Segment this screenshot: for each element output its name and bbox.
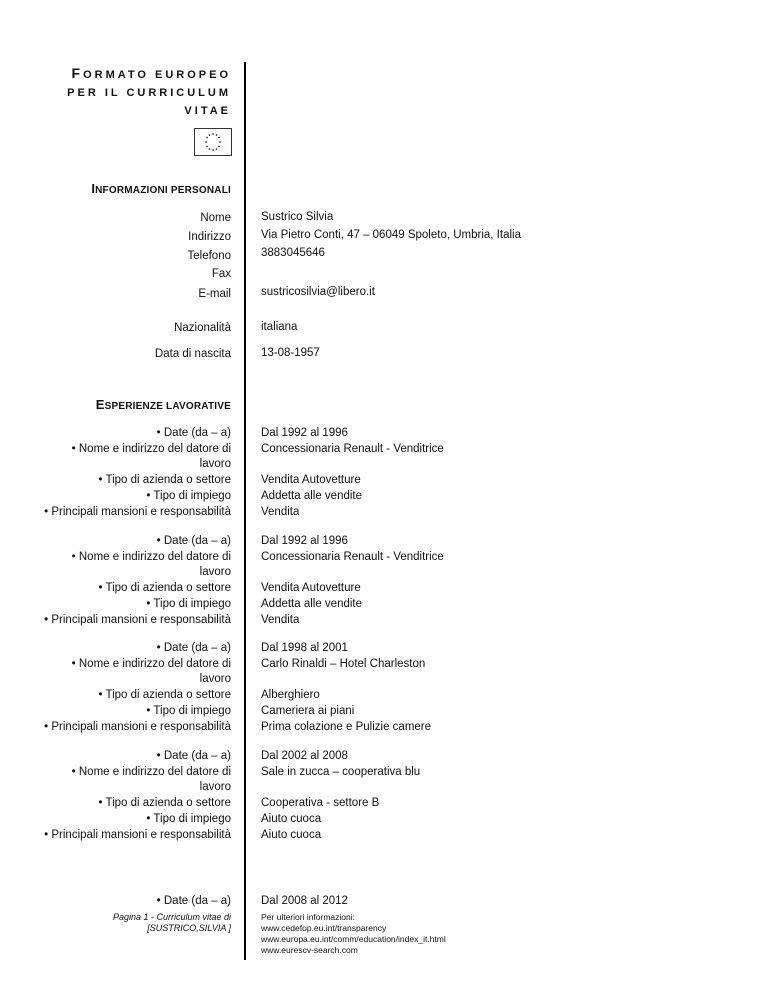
entry-1-employer: Concessionaria Renault - Venditrice: [261, 443, 444, 455]
nazionalita-value: italiana: [261, 321, 298, 333]
header-line-2: PER IL CURRICULUM: [67, 87, 231, 99]
footer-owner: [SUSTRICO,SILVIA ]: [147, 923, 231, 933]
nascita-value: 13-08-1957: [261, 347, 320, 359]
entry-2-job-label: • Tipo di impiego: [146, 598, 231, 610]
section-title-personal: INFORMAZIONI PERSONALI: [91, 181, 231, 196]
entry-2-date-label: • Date (da – a): [156, 535, 231, 547]
entry-3-duties-label: • Principali mansioni e responsabilità: [44, 721, 231, 733]
nazionalita-label: Nazionalità: [174, 322, 231, 334]
entry-5-date: Dal 2008 al 2012: [261, 895, 348, 907]
entry-4-employer: Sale in zucca – cooperativa blu: [261, 766, 421, 778]
entry-1-job-label: • Tipo di impiego: [146, 490, 231, 502]
entry-3-sector: Alberghiero: [261, 689, 320, 701]
entry-1-date-label: • Date (da – a): [156, 427, 231, 439]
header-line-1: FORMATO EUROPEO: [71, 65, 231, 81]
entry-4-duties: Aiuto cuoca: [261, 829, 322, 841]
indirizzo-label: Indirizzo: [188, 231, 231, 243]
page-footer-left: [113, 912, 231, 934]
entry-2-job: Addetta alle vendite: [261, 598, 363, 610]
fax-label: Fax: [211, 268, 231, 280]
entry-1-date: Dal 1992 al 1996: [261, 427, 348, 439]
entry-1-employer-label-2: lavoro: [199, 458, 231, 470]
indirizzo-value: Via Pietro Conti, 47 – 06049 Spoleto, Umbria, Italia: [261, 229, 521, 241]
telefono-label: Telefono: [187, 250, 231, 262]
entry-2-sector: Vendita Autovetture: [261, 582, 361, 594]
header-line-3: VITAE: [184, 105, 231, 117]
entry-3-employer-label: • Nome e indirizzo del datore di: [71, 658, 231, 670]
entry-4-sector: Cooperativa - settore B: [261, 797, 380, 809]
entry-4-date: Dal 2002 al 2008: [261, 750, 348, 762]
telefono-value: 3883045646: [261, 247, 325, 259]
entry-3-sector-label: • Tipo di azienda o settore: [98, 689, 231, 701]
email-label: E-mail: [198, 288, 231, 300]
entry-2-employer-label: • Nome e indirizzo del datore di: [71, 551, 231, 563]
entry-1-employer-label: • Nome e indirizzo del datore di: [71, 443, 231, 455]
footer-link-cedefop[interactable]: www.cedefop.eu.int/transparency: [261, 923, 387, 933]
entry-2-duties-label: • Principali mansioni e responsabilità: [44, 614, 231, 626]
footer-page-number: Pagina 1 - Curriculum vitae di: [112, 912, 231, 922]
entry-4-job-label: • Tipo di impiego: [146, 813, 231, 825]
entry-4-duties-label: • Principali mansioni e responsabilità: [44, 829, 231, 841]
entry-2-date: Dal 1992 al 1996: [261, 535, 348, 547]
entry-1-duties: Vendita: [261, 506, 300, 518]
entry-3-date: Dal 1998 al 2001: [261, 642, 348, 654]
nascita-label: Data di nascita: [154, 348, 231, 360]
section-title-experience: ESPERIENZE LAVORATIVE: [95, 397, 231, 412]
entry-4-employer-label-2: lavoro: [199, 781, 231, 793]
entry-4-sector-label: • Tipo di azienda o settore: [98, 797, 231, 809]
entry-2-sector-label: • Tipo di azienda o settore: [98, 582, 231, 594]
entry-2-employer-label-2: lavoro: [199, 566, 231, 578]
nome-label: Nome: [200, 212, 231, 224]
footer-info-heading: Per ulteriori informazioni:: [261, 912, 356, 922]
entry-1-sector-label: • Tipo di azienda o settore: [98, 474, 231, 486]
entry-4-employer-label: • Nome e indirizzo del datore di: [71, 766, 231, 778]
document-header: [67, 64, 231, 120]
footer-link-eurescv[interactable]: www.eurescv-search.com: [261, 945, 358, 955]
entry-4-job: Aiuto cuoca: [261, 813, 322, 825]
page-footer-right: [261, 912, 446, 956]
entry-3-employer-label-2: lavoro: [199, 673, 231, 685]
entry-3-date-label: • Date (da – a): [156, 642, 231, 654]
entry-1-duties-label: • Principali mansioni e responsabilità: [44, 506, 231, 518]
entry-3-employer: Carlo Rinaldi – Hotel Charleston: [261, 658, 426, 670]
entry-4-date-label: • Date (da – a): [156, 750, 231, 762]
column-divider: [244, 62, 246, 960]
email-value[interactable]: sustricosilvia@libero.it: [261, 286, 375, 298]
entry-2-employer: Concessionaria Renault - Venditrice: [261, 551, 444, 563]
footer-link-europa[interactable]: www.europa.eu.int/comm/education/index_it.html: [261, 934, 446, 944]
entry-3-job: Cameriera ai piani: [261, 705, 355, 717]
entry-5-date-label: • Date (da – a): [156, 895, 231, 907]
eu-flag-icon: [194, 128, 232, 156]
entry-3-duties: Prima colazione e Pulizie camere: [261, 721, 432, 733]
entry-1-job: Addetta alle vendite: [261, 490, 363, 502]
entry-1-sector: Vendita Autovetture: [261, 474, 361, 486]
entry-2-duties: Vendita: [261, 614, 300, 626]
entry-3-job-label: • Tipo di impiego: [146, 705, 231, 717]
nome-value: Sustrico Silvia: [261, 211, 334, 223]
